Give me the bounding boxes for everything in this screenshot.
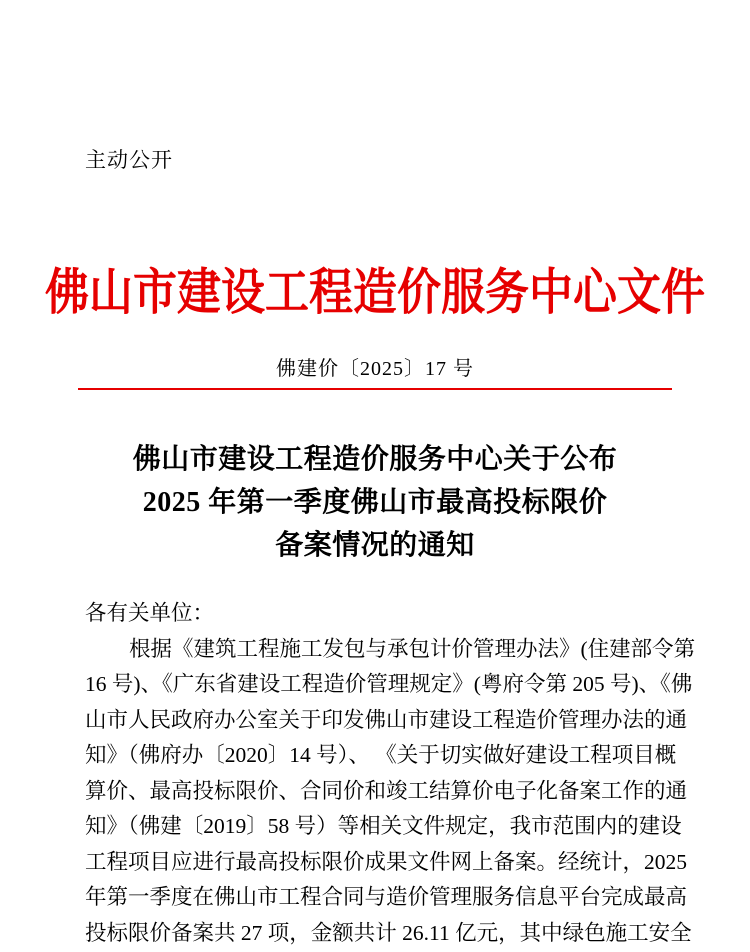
document-title-line-3: 备案情况的通知 — [275, 530, 475, 561]
document-body — [85, 596, 696, 951]
body-paragraph-line: 算价、最高投标限价、合同价和竣工结算价电子化备案工作的通 — [85, 778, 688, 803]
red-divider-rule — [78, 388, 672, 390]
body-paragraph-line: 知》（佛府办〔2020〕14 号）、 《关于切实做好建设工程项目概 — [85, 743, 677, 767]
body-paragraph-line: 工程项目应进行最高投标限价成果文件网上备案。经统计，2025 — [85, 849, 688, 874]
body-paragraph-line: 投标限价备案共 27 项，金额共计 26.11 亿元，其中绿色施工安全 — [85, 920, 692, 945]
document-title-line-1: 佛山市建设工程造价服务中心关于公布 — [132, 444, 618, 475]
body-paragraph-line: 知》（佛建〔2019〕58 号）等相关文件规定，我市范围内的建设 — [85, 814, 682, 838]
body-paragraph-line: 根据《建筑工程施工发包与承包计价管理办法》(住建部令第 — [129, 636, 696, 661]
document-title-line-2: 2025 年第一季度佛山市最高投标限价 — [142, 487, 608, 518]
body-paragraph-line: 年第一季度在佛山市工程合同与造价管理服务信息平台完成最高 — [85, 885, 688, 909]
document-number: 佛建价〔2025〕17 号 — [276, 358, 474, 380]
agency-header-title: 佛山市建设工程造价服务中心文件 — [45, 265, 705, 321]
salutation-line: 各有关单位： — [85, 601, 215, 625]
body-paragraph-line: 16 号)、《广东省建设工程造价管理规定》(粤府令第 205 号)、《佛 — [85, 672, 693, 696]
body-paragraph-line: 山市人民政府办公室关于印发佛山市建设工程造价管理办法的通 — [85, 707, 688, 732]
document-title — [0, 438, 750, 567]
classification-marker: 主动公开 — [85, 149, 173, 172]
